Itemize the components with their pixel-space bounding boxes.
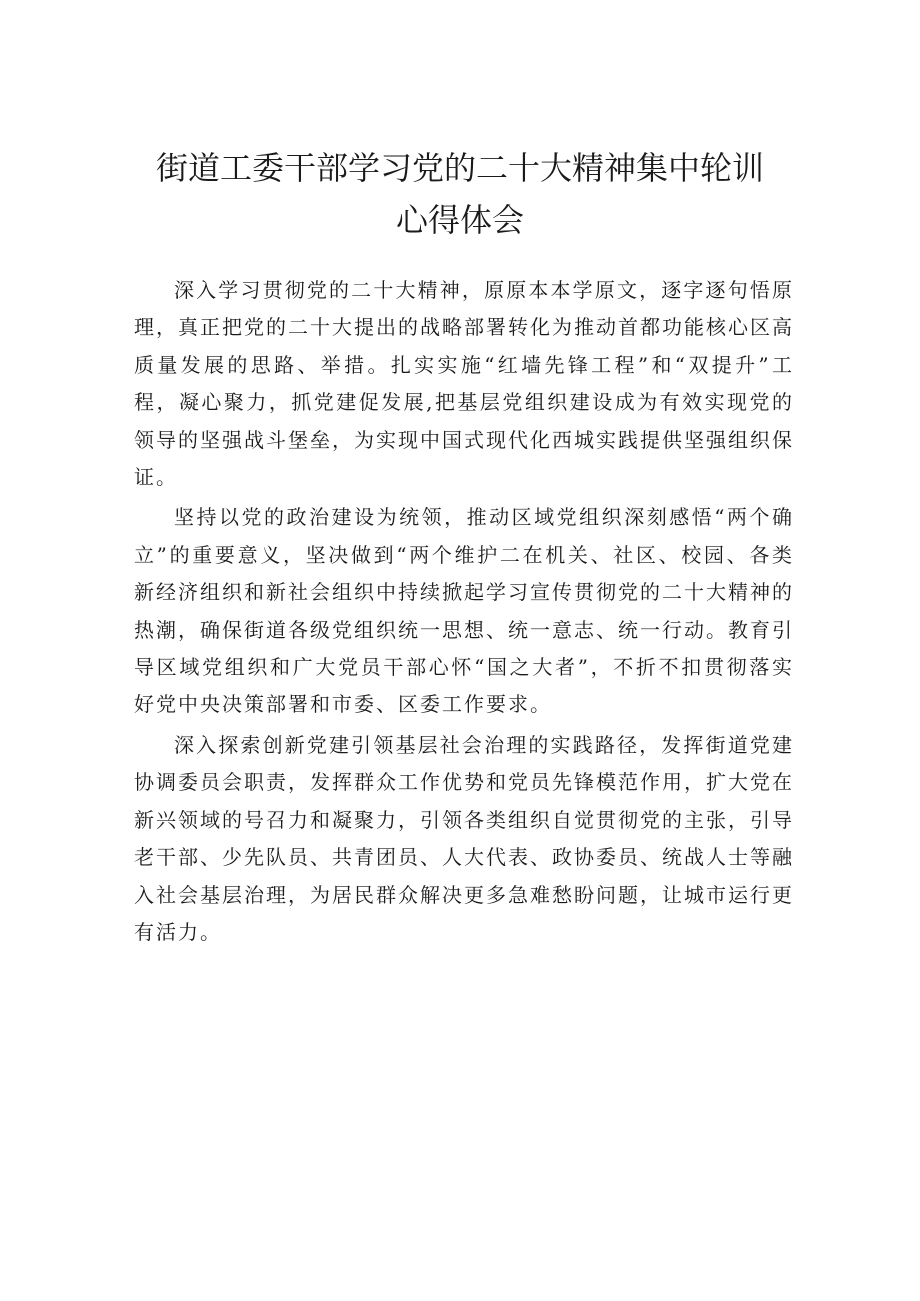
title-line-2: 心得体会 xyxy=(395,201,524,239)
paragraph-3: 深入探索创新党建引领基层社会治理的实践路径，发挥街道党建协调委员会职责，发挥群众工作优势和党员先锋模范作用，扩大党在新兴领域的号召力和凝聚力，引领各类组织自觉贯彻党的主张，引导老干部、少先队员、共青团员、人大代表、政协委员、统战人士等融入社会基层治理，为居民群众解决更多急难愁盼问题，让城市运行更有活力。 xyxy=(134,732,794,944)
paragraph-2: 坚持以党的政治建设为统领，推动区域党组织深刻感悟“两个确立”的重要意义，坚决做到“两个维护二在机关、社区、校园、各类新经济组织和新社会组织中持续掀起学习宣传贯彻党的二十大精神的热潮，确保街道各级党组织统一思想、统一意志、统一行动。教育引导区域党组织和广大党员干部心怀“国之大者”，不折不扣贯彻落实好党中央决策部署和市委、区委工作要求。 xyxy=(134,505,794,717)
title-line-1: 街道工委干部学习党的二十大精神集中轮训 xyxy=(155,149,764,187)
document-body xyxy=(134,272,794,951)
paragraph-1: 深入学习贯彻党的二十大精神，原原本本学原文，逐字逐句悟原理，真正把党的二十大提出的战略部署转化为推动首都功能核心区高质量发展的思路、举措。扎实实施“红墙先锋工程”和“双提升”工程，凝心聚力，抓党建促发展,把基层党组织建设成为有效实现党的领导的坚强战斗堡垒，为实现中国式现代化西城实践提供坚强组织保证。 xyxy=(134,278,794,490)
document-title xyxy=(100,142,820,246)
